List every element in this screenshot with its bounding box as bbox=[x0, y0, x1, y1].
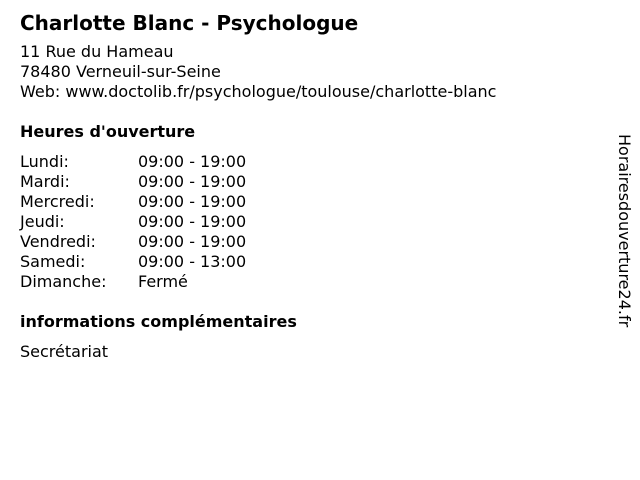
opening-hours-heading: Heures d'ouverture bbox=[20, 122, 196, 141]
hours-row-jeudi bbox=[20, 212, 600, 232]
day-label: Vendredi: bbox=[20, 232, 96, 251]
day-label: Mercredi: bbox=[20, 192, 95, 211]
time-value: 09:00 - 19:00 bbox=[138, 212, 247, 231]
hours-row-lundi bbox=[20, 152, 600, 172]
business-card bbox=[20, 10, 600, 362]
site-watermark: Horairesdouverture24.fr bbox=[615, 134, 634, 328]
day-label: Dimanche: bbox=[20, 272, 107, 291]
day-label: Jeudi: bbox=[20, 212, 65, 231]
hours-row-mercredi bbox=[20, 192, 600, 212]
address-line-2: 78480 Verneuil-sur-Seine bbox=[20, 62, 221, 81]
time-value: 09:00 - 19:00 bbox=[138, 172, 247, 191]
business-title: Charlotte Blanc - Psychologue bbox=[20, 11, 359, 35]
address-line-1: 11 Rue du Hameau bbox=[20, 42, 174, 61]
time-value: 09:00 - 19:00 bbox=[138, 152, 247, 171]
additional-info-text: Secrétariat bbox=[20, 342, 109, 361]
time-value: 09:00 - 19:00 bbox=[138, 192, 247, 211]
website-line[interactable]: Web: www.doctolib.fr/psychologue/toulouse/charlotte-blanc bbox=[20, 82, 497, 101]
time-value: Fermé bbox=[138, 272, 188, 291]
day-label: Lundi: bbox=[20, 152, 69, 171]
time-value: 09:00 - 19:00 bbox=[138, 232, 247, 251]
hours-row-mardi bbox=[20, 172, 600, 192]
additional-info-heading: informations complémentaires bbox=[20, 312, 297, 331]
hours-row-vendredi bbox=[20, 232, 600, 252]
opening-hours-table bbox=[20, 152, 600, 292]
time-value: 09:00 - 13:00 bbox=[138, 252, 247, 271]
hours-row-dimanche bbox=[20, 272, 600, 292]
day-label: Samedi: bbox=[20, 252, 86, 271]
hours-row-samedi bbox=[20, 252, 600, 272]
day-label: Mardi: bbox=[20, 172, 70, 191]
